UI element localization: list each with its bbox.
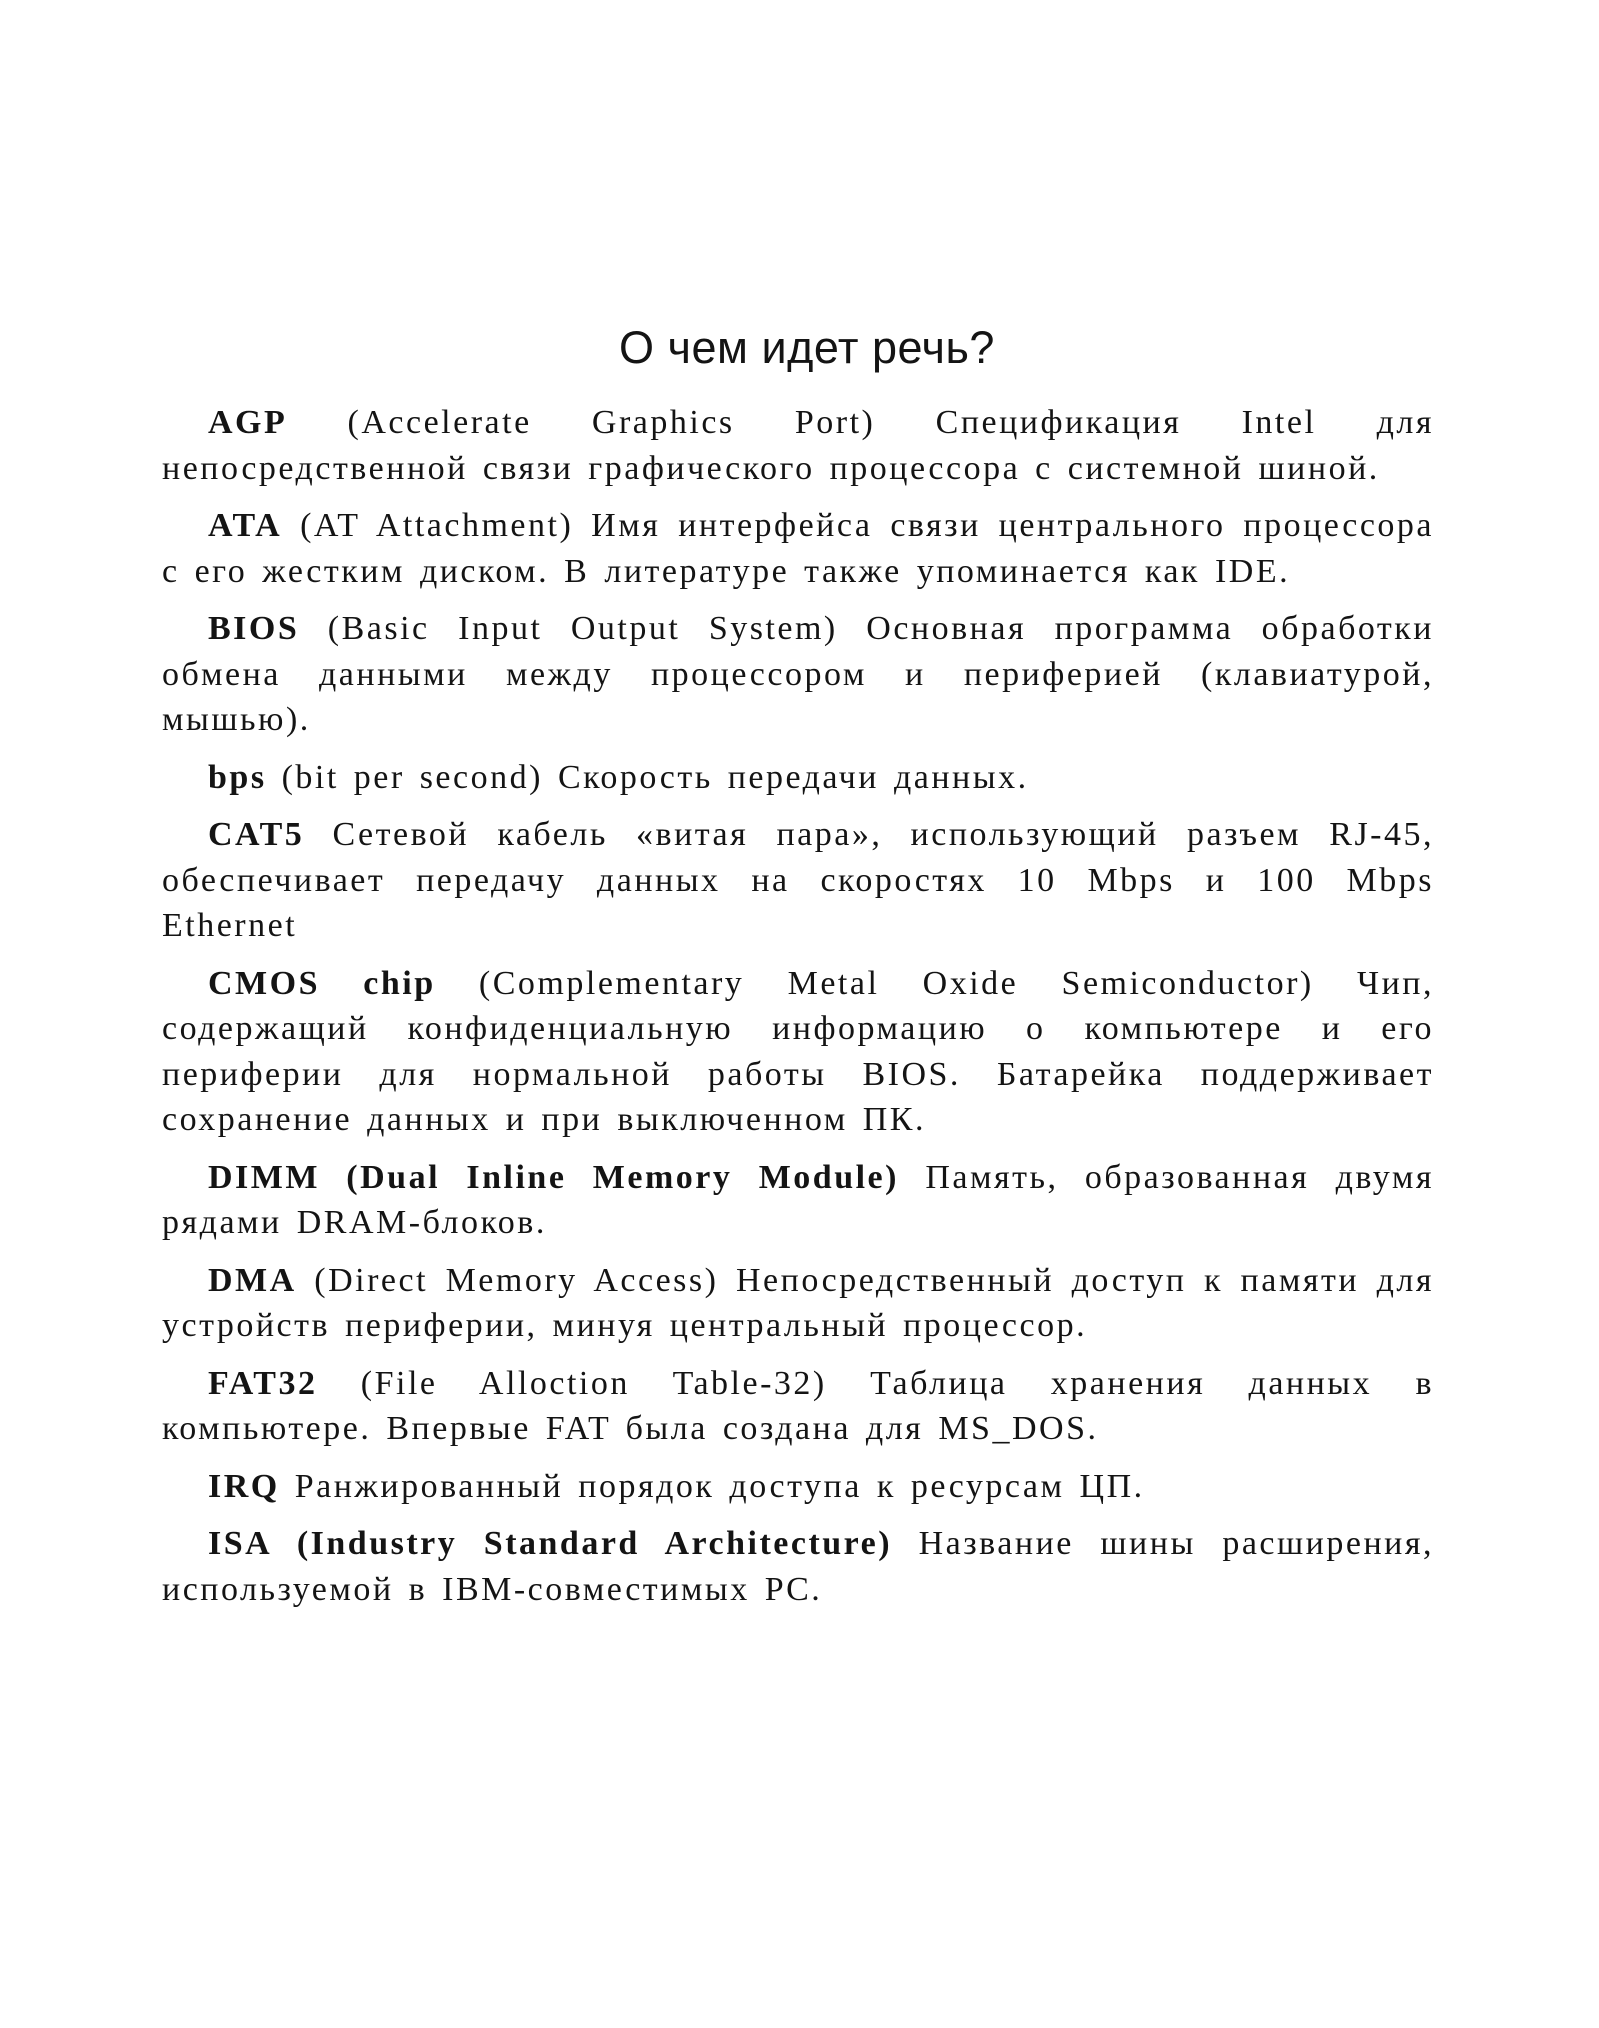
glossary-term: CMOS chip (208, 964, 436, 1002)
glossary-definition: Сетевой кабель «витая пара», использующий разъем RJ-45, обеспечивает передачу данных на скоростях 10 Mbps и 100 Mbps Ethernet (162, 816, 1435, 944)
glossary-term: ATA (208, 507, 283, 544)
glossary-expansion: (bit per second) (281, 758, 543, 796)
glossary-expansion: (Direct Memory Access) (314, 1261, 719, 1299)
glossary-entry (162, 1155, 1434, 1246)
glossary-entry (162, 961, 1434, 1143)
glossary-term: FAT32 (208, 1364, 318, 1402)
glossary-term: ISA (Industry Standard Architecture) (208, 1525, 893, 1562)
glossary-entry (162, 812, 1434, 949)
glossary-expansion: (Complementary Metal Oxide Semiconductor) (478, 964, 1314, 1002)
glossary-term: AGP (208, 404, 288, 441)
glossary-list (162, 400, 1434, 1612)
glossary-term: IRQ (208, 1467, 280, 1505)
glossary-definition: Спецификация Intel для непосредственной связи графического процессора с системной шиной. (162, 404, 1435, 487)
glossary-entry (162, 1464, 1434, 1510)
glossary-term: bps (208, 758, 267, 796)
glossary-entry (162, 1258, 1434, 1349)
glossary-definition: Чип, содержащий конфиденциальную информацию о компьютере и его периферии для нормальной работы BIOS. Батарейка поддерживает сохранение данных и при выключенном ПК. (162, 964, 1434, 1138)
glossary-entry (162, 1521, 1434, 1612)
glossary-entry (162, 1361, 1434, 1452)
glossary-definition: Ранжированный порядок доступа к ресурсам ЦП. (294, 1467, 1145, 1505)
glossary-expansion: (AT Attachment) (300, 507, 574, 544)
glossary-term: DMA (208, 1261, 297, 1299)
glossary-page (162, 322, 1434, 1624)
glossary-entry (162, 606, 1434, 743)
glossary-entry (162, 503, 1434, 594)
page-title: О чем идет речь? (619, 322, 995, 373)
glossary-definition: Непосредственный доступ к памяти для устройств периферии, минуя центральный процессор. (162, 1261, 1434, 1344)
glossary-term: BIOS (208, 610, 300, 647)
glossary-definition: Скорость передачи данных. (557, 758, 1029, 796)
glossary-definition: Таблица хранения данных в компьютере. Впервые FAT была создана для MS_DOS. (162, 1364, 1435, 1447)
glossary-expansion: (Accelerate Graphics Port) (347, 404, 876, 441)
glossary-entry (162, 755, 1434, 801)
glossary-term: CAT5 (208, 816, 305, 853)
glossary-expansion: (Basic Input Output System) (327, 610, 838, 647)
glossary-definition: Имя интерфейса связи центрального процессора с его жестким диском. В литературе также упоминается как IDE. (162, 507, 1435, 590)
glossary-definition: Основная программа обработки обмена данными между процессором и периферией (клавиатурой, мышью). (162, 610, 1434, 738)
glossary-definition: Память, образованная двумя рядами DRAM-блоков. (162, 1158, 1434, 1241)
glossary-term: DIMM (Dual Inline Memory Module) (208, 1158, 899, 1196)
glossary-entry (162, 400, 1434, 491)
glossary-expansion: (File Alloction Table-32) (360, 1364, 827, 1402)
glossary-definition: Название шины расширения, используемой в IBM-совместимых PC. (162, 1525, 1434, 1608)
